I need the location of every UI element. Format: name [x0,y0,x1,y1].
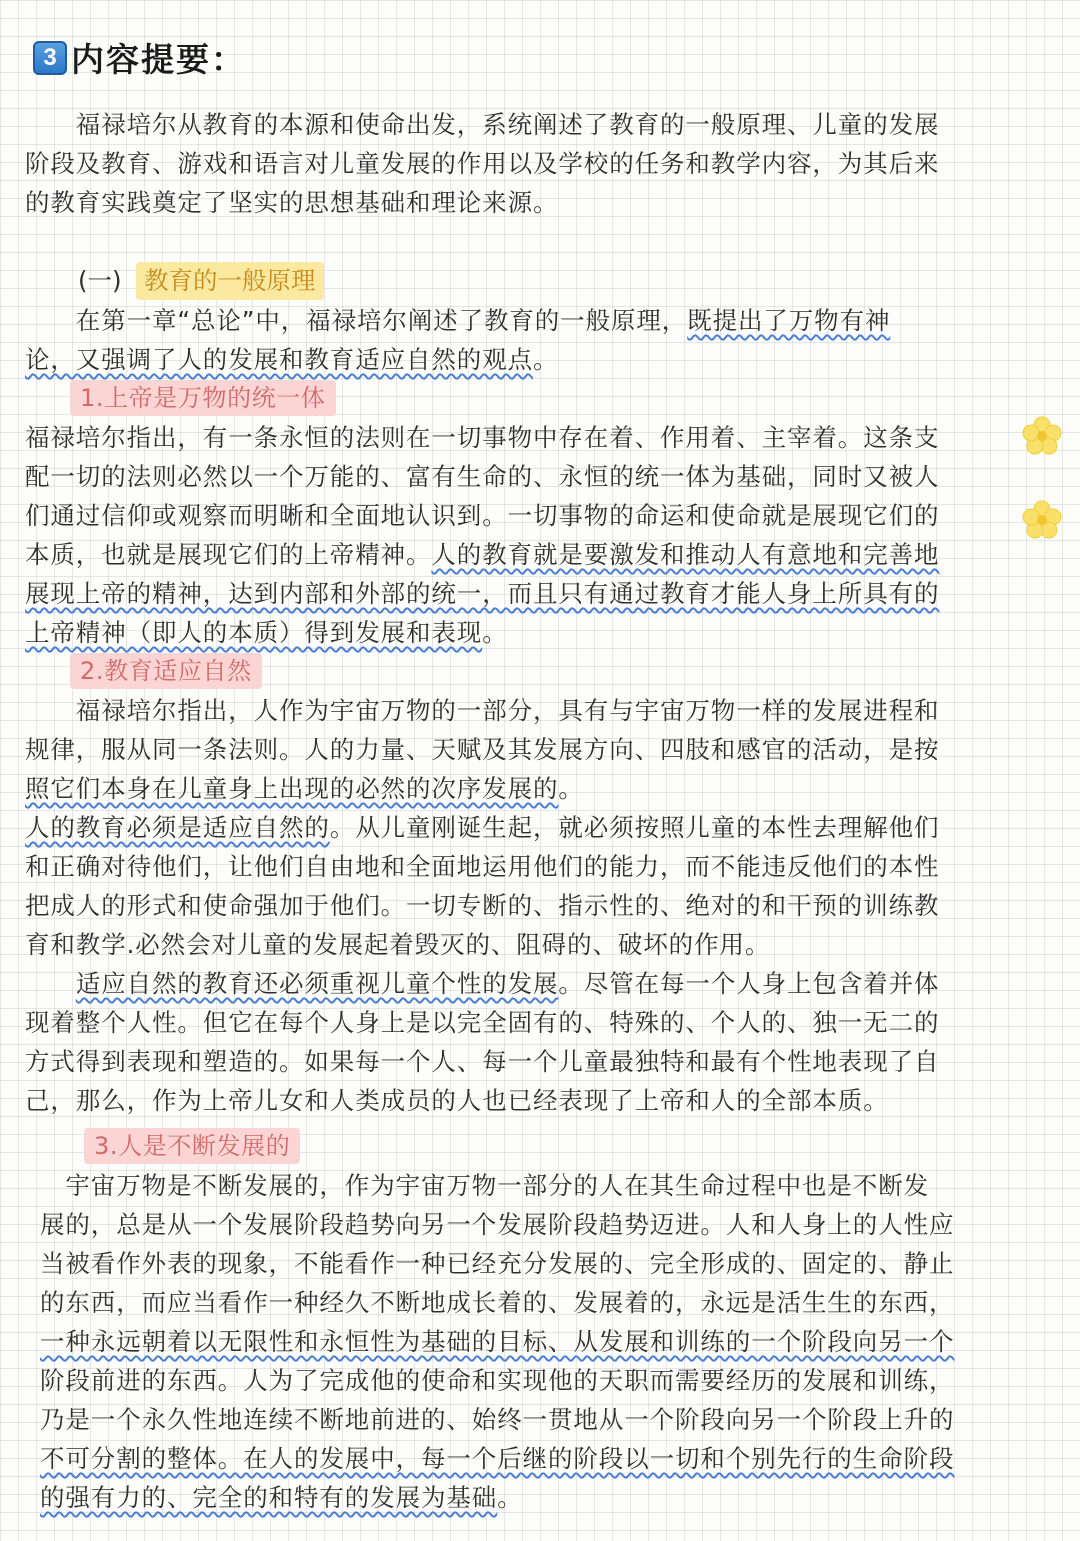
sub2-line-4 [25,808,939,847]
sub2-line-5: 和正确对待他们，让他们自由地和全面地运用他们的能力，而不能违反他们的本性 [25,852,940,881]
text-span: 。 [558,774,584,803]
flower-sticker-icon [1022,500,1062,540]
underlined-span: 论，又强调了人的发展和教育适应自然的观点 [25,345,533,374]
sub3-line-7: 乃是一个永久性地连续不断地前进的、始终一贯地从一个阶段向另一个阶段上升的 [40,1405,955,1434]
number-badge: 3 [33,41,67,75]
sub2-line-3 [25,769,584,808]
sub1-line-2: 配一切的法则必然以一个万能的、富有生命的、永恒的统一体为基础，同时又被人 [25,462,940,491]
text-span: 在第一章“总论”中，福禄培尔阐述了教育的一般原理， [25,306,688,335]
intro-line-1: 福禄培尔从教育的本源和使命出发，系统阐述了教育的一般原理、儿童的发展 [25,110,940,139]
underlined-span: 人的教育就是要激发和推动人有意地和完善地 [431,540,940,569]
text-span [25,969,76,998]
sub2-line-8 [25,964,939,1003]
sub2-line-9: 现着整个人性。但它在每个人身上是以完全固有的、特殊的、个人的、独一无二的 [25,1008,940,1037]
sub1-line-3: 们通过信仰或观察而明晰和全面地认识到。一切事物的命运和使命就是展现它们的 [25,501,940,530]
text-span: 。 [533,345,559,374]
text-span: 。从儿童刚诞生起，就必须按照儿童的本性去理解他们 [329,813,940,842]
underlined-span: 适应自然的教育还必须重视儿童个性的发展 [75,969,559,998]
sub3-line-2: 展的，总是从一个发展阶段趋势向另一个发展阶段趋势迈进。人和人身上的人性应 [40,1210,955,1239]
sub1-line-6 [25,613,508,652]
sub1-line-4 [25,535,939,574]
sub2-line-2: 规律，服从同一条法则。人的力量、天赋及其发展方向、四肢和感官的活动，是按 [25,735,940,764]
intro-line-3: 的教育实践奠定了坚实的思想基础和理论来源。 [25,188,559,217]
sub3-line-9 [40,1478,523,1517]
subheading-3-highlight: 3.人是不断发展的 [84,1128,300,1164]
underlined-span: 的强有力的、完全的和特有的发展为基础 [40,1483,498,1512]
text-span: 。 [497,1483,523,1512]
section1-line-1 [25,301,890,340]
section-title-highlight: 教育的一般原理 [136,262,324,300]
underlined-span: 人的教育必须是适应自然的 [25,813,330,842]
subheading-1-highlight: 1.上帝是万物的统一体 [70,380,336,416]
sub1-line-5: 展现上帝的精神，达到内部和外部的统一，而且只有通过教育才能人身上所具有的 [25,579,940,608]
sub2-line-6: 把成人的形式和使命强加于他们。一切专断的、指示性的、绝对的和干预的训练教 [25,891,940,920]
sub3-line-1: 宇宙万物是不断发展的，作为宇宙万物一部分的人在其生命过程中也是不断发 [40,1171,929,1200]
underlined-span: 既提出了万物有神 [687,306,891,335]
section-number: (一) [78,266,122,295]
underlined-span: 上帝精神（即人的本质）得到发展和表现 [25,618,483,647]
subheading-2-highlight: 2.教育适应自然 [70,653,262,689]
sub1-line-1: 福禄培尔指出，有一条永恒的法则在一切事物中存在着、作用着、主宰着。这条支 [25,423,940,452]
underlined-span: 照它们本身在儿童身上出现的必然的次序发展的 [25,774,559,803]
sub3-line-5: 一种永远朝着以无限性和永恒性为基础的目标、从发展和训练的一个阶段向另一个 [40,1327,955,1356]
sub3-line-3: 当被看作外表的现象，不能看作一种已经充分发展的、完全形成的、固定的、静止 [40,1249,955,1278]
text-span: 。尽管在每一个人身上包含着并体 [558,969,940,998]
intro-line-2: 阶段及教育、游戏和语言对儿童发展的作用以及学校的任务和教学内容，为其后来 [25,149,940,178]
section-header [33,34,246,81]
text-span: 。 [482,618,508,647]
flower-sticker-icon [1022,416,1062,456]
sub2-line-1: 福禄培尔指出，人作为宇宙万物的一部分，具有与宇宙万物一样的发展进程和 [25,696,940,725]
section1-line-2 [25,340,558,379]
page-title: 内容提要： [71,40,246,79]
sub2-line-11: 己，那么，作为上帝儿女和人类成员的人也已经表现了上帝和人的全部本质。 [25,1086,889,1115]
text-span: 本质，也就是展现它们的上帝精神。 [25,540,432,569]
sub3-line-4: 的东西，而应当看作一种经久不断地成长着的、发展着的，永远是活生生的东西， [40,1288,955,1317]
sub3-line-8: 不可分割的整体。在人的发展中，每一个后继的阶段以一切和个别先行的生命阶段 [40,1444,955,1473]
sub2-line-10: 方式得到表现和塑造的。如果每一个人、每一个儿童最独特和最有个性地表现了自 [25,1047,940,1076]
sub2-line-7: 育和教学.必然会对儿童的发展起着毁灭的、阻碍的、破坏的作用。 [25,930,771,959]
sub3-line-6: 阶段前进的东西。人为了完成他的使命和实现他的天职而需要经历的发展和训练， [40,1366,955,1395]
